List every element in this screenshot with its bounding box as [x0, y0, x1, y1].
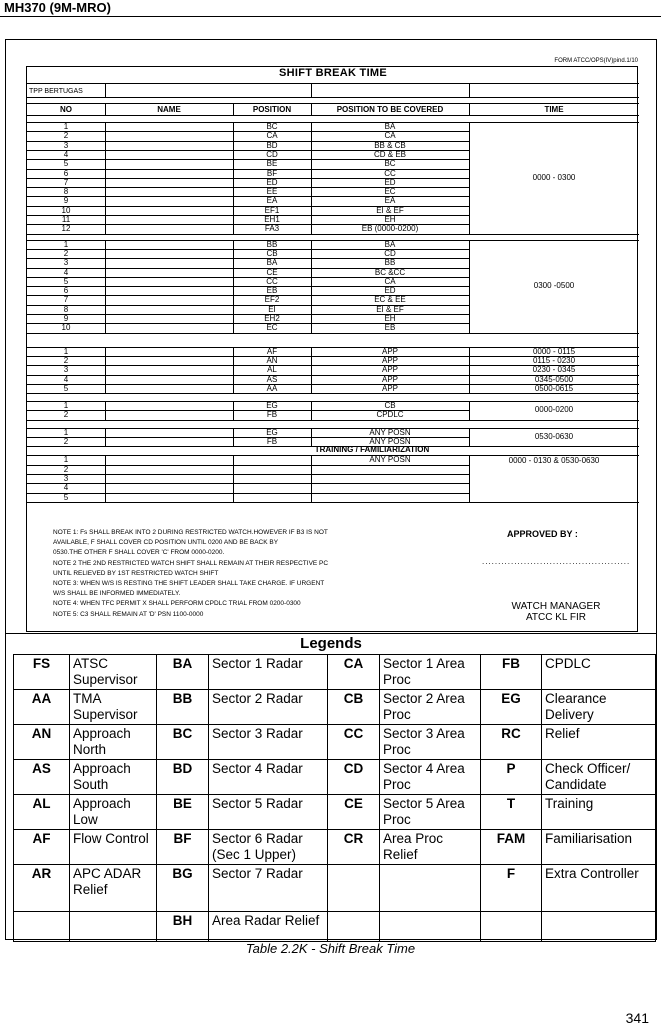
grid-line	[27, 401, 639, 402]
row-position-covered: ED	[384, 286, 396, 296]
row-no: 4	[63, 374, 69, 384]
note-line: NOTE 1: Fs SHALL BREAK INTO 2 DURING RESTRICTED WATCH.HOWEVER IF B3 IS NOT	[53, 529, 328, 536]
col-header-position: POSITION	[252, 105, 292, 114]
grid-line	[105, 83, 106, 97]
row-position: EG	[266, 401, 278, 411]
legend-description: ATSC Supervisor	[70, 655, 157, 690]
grid-line	[469, 103, 470, 115]
grid-line	[105, 122, 106, 234]
legend-code: RC	[481, 725, 542, 760]
legend-code	[481, 912, 542, 942]
grid-line	[105, 401, 106, 420]
row-position	[233, 493, 311, 502]
legend-code: BC	[157, 725, 209, 760]
row-position: FA3	[264, 224, 280, 234]
row-position-covered: ANY POSN	[369, 437, 411, 446]
grid-line	[27, 103, 639, 104]
row-position: BC	[266, 122, 278, 131]
legend-code: BD	[157, 760, 209, 795]
legend-code: T	[481, 795, 542, 830]
legend-description	[542, 912, 656, 942]
legend-description	[70, 912, 157, 942]
group-time: 0300 -0500	[533, 281, 575, 291]
row-no: 4	[63, 149, 69, 159]
row-position-covered: EI & EF	[376, 304, 404, 314]
grid-line	[27, 234, 639, 235]
legend-description: CPDLC	[542, 655, 656, 690]
row-no: 8	[63, 304, 69, 314]
legend-row	[14, 830, 656, 865]
row-position	[233, 455, 311, 464]
note-line: AVAILABLE, F SHALL COVER CD POSITION UNTIL 0200 AND BE BACK BY	[53, 539, 279, 547]
notes-block	[53, 528, 493, 620]
watch-manager-block	[482, 601, 630, 623]
row-position-covered: BB	[384, 258, 396, 268]
row-time: 0000 - 0115	[532, 346, 576, 356]
row-no: 9	[63, 196, 69, 206]
row-position-covered: EA	[384, 196, 396, 206]
row-no: 10	[61, 205, 71, 215]
row-position: EH2	[264, 314, 280, 323]
row-position: BE	[266, 159, 278, 169]
row-position-covered: BA	[384, 122, 396, 131]
legend-code: BG	[157, 865, 209, 912]
note-line: NOTE 2 THE 2ND RESTRICTED WATCH SHIFT SHALL REMAIN AT THEIR RESPECTIVE PC	[53, 559, 329, 567]
row-position: BA	[266, 258, 278, 268]
row-position: ED	[266, 177, 278, 187]
row-no: 1	[63, 239, 69, 249]
row-position	[233, 465, 311, 474]
row-no: 3	[63, 258, 69, 268]
legend-description: Sector 3 Area Proc	[380, 725, 481, 760]
row-position-covered: ANY POSN	[369, 427, 411, 437]
legend-description: Sector 1 Radar	[209, 655, 328, 690]
row-no: 4	[63, 483, 69, 493]
row-no: 2	[63, 248, 69, 258]
row-no: 5	[63, 159, 69, 169]
row-no: 1	[63, 427, 69, 437]
grid-line	[311, 428, 312, 447]
row-position: AN	[266, 355, 278, 365]
grid-line	[105, 428, 106, 447]
row-position: CC	[266, 276, 278, 286]
row-position: CE	[266, 267, 278, 277]
header-rule	[0, 16, 661, 17]
row-position: CD	[266, 149, 278, 159]
col-header-time: TIME	[544, 105, 564, 114]
legend-code: BE	[157, 795, 209, 830]
row-no: 1	[63, 401, 69, 411]
row-no: 12	[61, 224, 71, 234]
row-position: BF	[266, 168, 278, 178]
row-position-covered: EH	[384, 215, 396, 224]
grid-line	[27, 83, 639, 84]
row-position-covered: BB & CB	[374, 140, 406, 150]
legend-description: Approach North	[70, 725, 157, 760]
row-position: AF	[266, 346, 278, 356]
legend-description: Area Proc Relief	[380, 830, 481, 865]
legend-code: CR	[328, 830, 380, 865]
grid-line	[233, 240, 234, 333]
grid-line	[311, 455, 312, 502]
col-header-no: NO	[60, 105, 72, 114]
form-table	[26, 66, 638, 632]
grid-line	[27, 347, 639, 348]
row-no: 2	[63, 131, 69, 141]
legend-code: BF	[157, 830, 209, 865]
legend-description: Extra Controller	[542, 865, 656, 912]
legend-description: Approach Low	[70, 795, 157, 830]
grid-line	[311, 240, 312, 333]
row-position: BD	[266, 140, 278, 150]
legend-code: BA	[157, 655, 209, 690]
row-position-covered: APP	[381, 383, 398, 393]
row-no: 5	[63, 276, 69, 286]
row-position-covered: EI & EF	[376, 205, 404, 215]
legend-code: CB	[328, 690, 380, 725]
row-position-covered: APP	[381, 365, 398, 375]
row-no: 3	[63, 365, 69, 375]
note-line: NOTE 3: WHEN W/S IS RESTING THE SHIFT LEADER SHALL TAKE CHARGE. IF URGENT	[53, 580, 325, 588]
grid-line	[311, 347, 312, 394]
row-position-covered: CA	[384, 131, 396, 141]
grid-line	[105, 103, 106, 115]
grid-line	[233, 122, 234, 234]
legend-code: FB	[481, 655, 542, 690]
grid-line	[27, 393, 639, 394]
row-position-covered: CB	[384, 401, 396, 411]
row-position-covered: ED	[384, 177, 396, 187]
legend-description: TMA Supervisor	[70, 690, 157, 725]
grid-line	[27, 446, 639, 447]
col-header-position-covered: POSITION TO BE COVERED	[336, 105, 444, 114]
legend-row	[14, 760, 656, 795]
legend-description: Sector 2 Radar	[209, 690, 328, 725]
grid-line	[27, 333, 639, 334]
table-caption: Table 2.2K - Shift Break Time	[245, 941, 416, 956]
row-no: 3	[63, 473, 69, 483]
signature-line: ..............................................	[482, 557, 631, 566]
tpp-label: TPP BERTUGAS	[29, 88, 83, 95]
row-position: CB	[266, 248, 278, 258]
legend-description: Sector 5 Area Proc	[380, 795, 481, 830]
legend-row	[14, 912, 656, 942]
row-position: EF2	[264, 295, 280, 305]
grid-line	[27, 97, 639, 98]
row-position-covered: APP	[381, 346, 398, 356]
grid-line	[469, 83, 470, 97]
row-no: 2	[63, 355, 69, 365]
row-position-covered: APP	[381, 374, 398, 384]
watch-manager-title: WATCH MANAGER	[511, 601, 601, 612]
row-position-covered: ANY POSN	[369, 455, 411, 465]
legend-code: P	[481, 760, 542, 795]
approved-by-label: APPROVED BY :	[507, 529, 578, 539]
note-line: 0530.THE OTHER F SHALL COVER 'C' FROM 0000-0200.	[53, 549, 225, 557]
legend-description: Training	[542, 795, 656, 830]
legend-row	[14, 690, 656, 725]
row-no: 6	[63, 168, 69, 178]
row-position: EI	[268, 304, 276, 314]
row-position-covered: EC & EE	[374, 295, 406, 305]
legend-description: Sector 2 Area Proc	[380, 690, 481, 725]
row-position-covered: CC	[384, 168, 396, 178]
row-time: 0230 - 0345	[532, 365, 576, 375]
grid-line	[27, 115, 639, 116]
legend-code: AR	[14, 865, 70, 912]
row-time: 0115 - 0230	[532, 355, 576, 365]
legend-description: Sector 3 Radar	[209, 725, 328, 760]
row-position-covered	[311, 493, 469, 502]
legend-code: FS	[14, 655, 70, 690]
row-position: AA	[266, 383, 278, 393]
row-position-covered: EB	[384, 323, 396, 333]
row-position-covered	[311, 483, 469, 492]
grid-line	[311, 83, 312, 97]
row-position-covered: BC	[384, 159, 396, 169]
grid-line	[27, 420, 639, 421]
row-position: EB	[266, 286, 278, 296]
grid-line	[27, 122, 639, 123]
note-line: W/S SHALL BE INFORMED IMMEDIATELY.	[53, 590, 181, 598]
row-position-covered: EH	[384, 314, 396, 323]
row-no: 5	[63, 383, 69, 393]
row-no: 1	[63, 346, 69, 356]
row-position	[233, 474, 311, 483]
legend-code: AN	[14, 725, 70, 760]
grid-line	[27, 502, 639, 503]
legend-code: CE	[328, 795, 380, 830]
row-no: 7	[63, 177, 69, 187]
legend-description: Sector 6 Radar (Sec 1 Upper)	[209, 830, 328, 865]
grid-line	[27, 428, 639, 429]
row-position: CA	[266, 131, 278, 141]
row-position: EH1	[264, 215, 280, 224]
legend-description: APC ADAR Relief	[70, 865, 157, 912]
grid-line	[469, 347, 470, 394]
legend-description: Sector 4 Radar	[209, 760, 328, 795]
row-position-covered: CD	[384, 248, 396, 258]
col-header-name: NAME	[157, 105, 181, 114]
grid-line	[105, 455, 106, 502]
grid-line	[233, 103, 234, 115]
shift-break-form	[26, 56, 638, 632]
grid-line	[105, 347, 106, 394]
legend-separator	[6, 633, 656, 634]
row-time: 0345-0500	[534, 374, 574, 384]
grid-line	[311, 401, 312, 420]
row-position-covered: APP	[381, 355, 398, 365]
row-position: AL	[267, 365, 277, 375]
note-line: NOTE 4: WHEN TFC PERMIT X SHALL PERFORM CPDLC TRIAL FROM 0200-0300	[53, 600, 301, 608]
legend-description	[380, 912, 481, 942]
legends-title: Legends	[300, 635, 362, 652]
legend-code: AS	[14, 760, 70, 795]
legend-row	[14, 655, 656, 690]
row-position-covered: EC	[384, 187, 396, 197]
row-position: EC	[266, 323, 278, 333]
row-no: 1	[63, 455, 69, 465]
legend-code: AF	[14, 830, 70, 865]
row-position-covered: CD & EB	[373, 149, 406, 159]
group-time: 0000-0200	[534, 405, 574, 415]
row-position-covered	[311, 474, 469, 483]
row-position-covered: BC &CC	[374, 267, 406, 277]
legend-description: Check Officer/ Candidate	[542, 760, 656, 795]
legend-description: Sector 1 Area Proc	[380, 655, 481, 690]
legend-code: F	[481, 865, 542, 912]
legend-description: Sector 4 Area Proc	[380, 760, 481, 795]
legend-code	[328, 912, 380, 942]
row-no: 3	[63, 140, 69, 150]
row-position: EE	[266, 187, 278, 197]
row-position-covered: CA	[384, 276, 396, 286]
grid-line	[311, 122, 312, 234]
legends-table	[13, 654, 656, 942]
row-position-covered	[311, 465, 469, 474]
group-time: 0000 - 0130 & 0530-0630	[508, 456, 600, 466]
grid-line	[233, 347, 234, 394]
legend-description	[380, 865, 481, 912]
note-line: NOTE 5: C3 SHALL REMAIN AT 'D' PSN 1100-0000	[53, 610, 204, 618]
group-time: 0530-0630	[534, 432, 574, 441]
group-time: 0000 - 0300	[532, 172, 576, 182]
legend-row	[14, 795, 656, 830]
row-position-covered: BA	[384, 239, 396, 249]
legend-code: CD	[328, 760, 380, 795]
legend-description: Sector 7 Radar	[209, 865, 328, 912]
row-no: 7	[63, 295, 69, 305]
row-no: 2	[63, 410, 69, 420]
row-position: EF1	[264, 205, 280, 215]
legend-code: FAM	[481, 830, 542, 865]
legend-code	[14, 912, 70, 942]
grid-line	[311, 103, 312, 115]
legend-code: AA	[14, 690, 70, 725]
row-position: AS	[266, 374, 278, 384]
row-no: 11	[61, 215, 71, 224]
figure-frame	[5, 39, 657, 940]
row-position	[233, 483, 311, 492]
legend-code: CC	[328, 725, 380, 760]
legend-description: Sector 5 Radar	[209, 795, 328, 830]
row-position: EG	[266, 427, 278, 437]
legend-code: CA	[328, 655, 380, 690]
legend-code: EG	[481, 690, 542, 725]
row-no: 10	[61, 323, 71, 333]
row-no: 2	[63, 437, 69, 446]
row-no: 6	[63, 286, 69, 296]
grid-line	[27, 240, 639, 241]
page-number: 341	[625, 1010, 649, 1026]
row-position: FB	[266, 410, 278, 420]
grid-line	[233, 428, 234, 447]
grid-line	[105, 240, 106, 333]
legend-code: AL	[14, 795, 70, 830]
legend-description: Familiarisation	[542, 830, 656, 865]
legend-row	[14, 865, 656, 912]
grid-line	[233, 401, 234, 420]
legend-description: Area Radar Relief	[209, 912, 328, 942]
row-no: 1	[63, 122, 69, 131]
row-no: 2	[63, 464, 69, 474]
row-no: 5	[63, 492, 69, 502]
row-position: FB	[266, 437, 278, 446]
note-line: UNTIL RELIEVED BY 1ST RESTRICTED WATCH SHIFT	[53, 569, 219, 577]
legend-description: Relief	[542, 725, 656, 760]
legend-description: Clearance Delivery	[542, 690, 656, 725]
training-heading: TRAINING / FAMILIARIZATION	[314, 445, 430, 455]
document-header: MH370 (9M-MRO)	[4, 0, 111, 15]
grid-line	[233, 455, 234, 502]
row-no: 9	[63, 314, 69, 323]
row-position: BB	[266, 239, 278, 249]
legend-row	[14, 725, 656, 760]
row-no: 4	[63, 267, 69, 277]
form-title: SHIFT BREAK TIME	[278, 67, 388, 79]
legend-description: Approach South	[70, 760, 157, 795]
row-no: 8	[63, 187, 69, 197]
legend-code: BH	[157, 912, 209, 942]
atcc-title: ATCC KL FIR	[525, 612, 586, 623]
row-position-covered: EB (0000-0200)	[361, 224, 419, 234]
legend-code: BB	[157, 690, 209, 725]
form-number: FORM ATCC/OPS(IV)pind.1/10	[554, 58, 638, 64]
row-position-covered: CPDLC	[376, 410, 404, 420]
row-position: EA	[266, 196, 278, 206]
legend-description: Flow Control	[70, 830, 157, 865]
row-time: 0500-0615	[534, 383, 574, 393]
legend-code	[328, 865, 380, 912]
